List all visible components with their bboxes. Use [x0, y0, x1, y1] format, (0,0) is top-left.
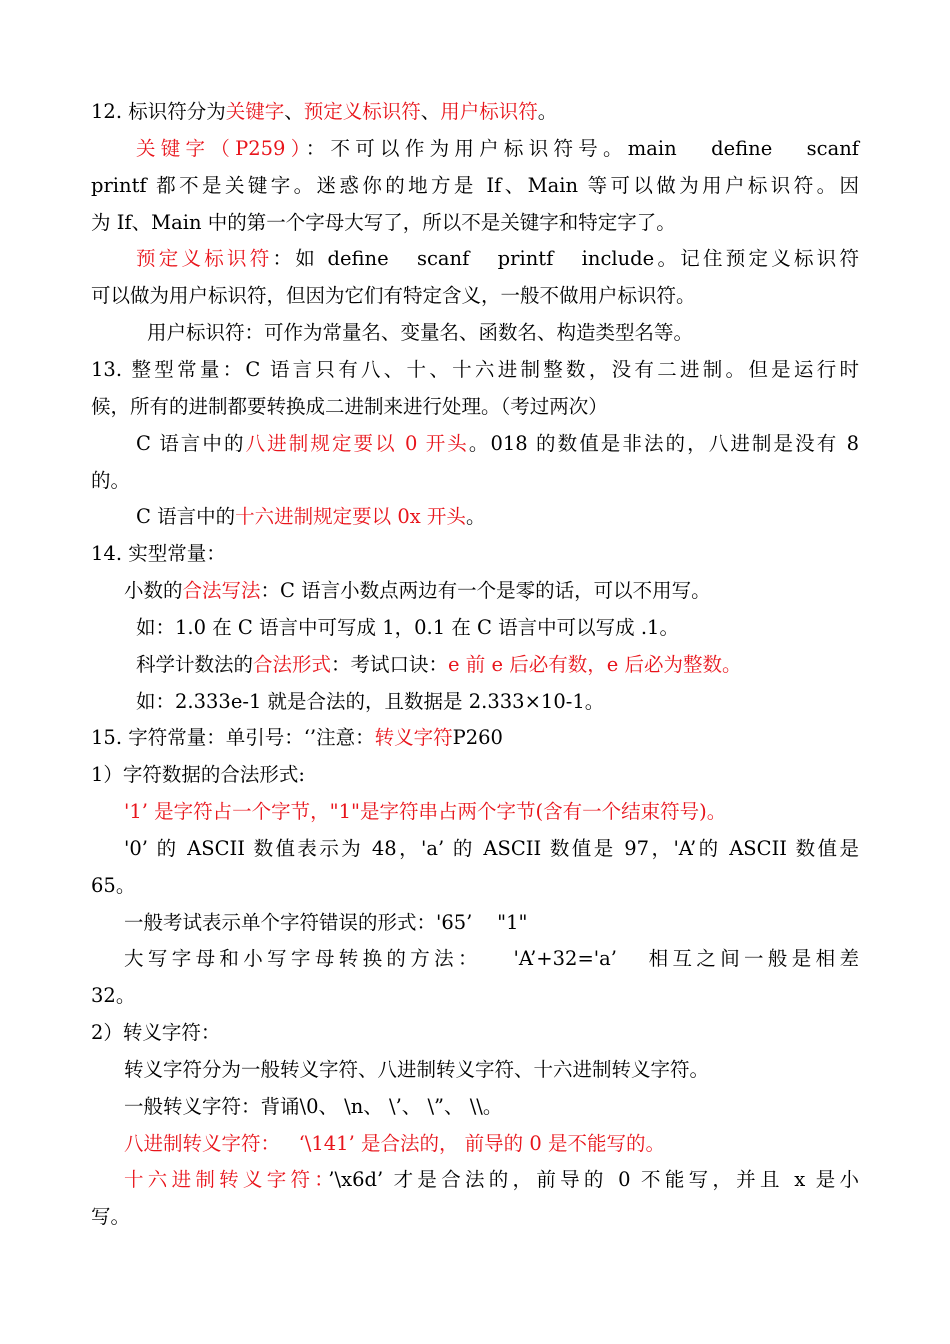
highlighted-text: 用户标识符	[440, 100, 538, 123]
text-run: 。	[465, 505, 486, 528]
text-run: 写。	[91, 1205, 131, 1228]
text-run: ：考试口诀：	[331, 653, 449, 676]
text-run: 一般转义字符：背诵\0、 \n、 \’、 \”、 \\。	[124, 1095, 503, 1118]
text-run: 32。	[91, 984, 136, 1007]
text-run: P260	[452, 726, 503, 749]
line-13-integer-constants	[91, 356, 859, 384]
line-scientific-example	[136, 688, 604, 716]
line-hex	[136, 503, 485, 531]
line-predefined-cont	[91, 282, 696, 310]
text-run: C 语言中的	[136, 432, 246, 455]
highlighted-text: 十六进制转义字符：	[124, 1168, 329, 1191]
line-octal	[136, 430, 859, 458]
text-run: 小数的	[124, 579, 183, 602]
text-run: ’\x6d’ 才是合法的，前导的 0 不能写，并且 x 是小	[328, 1168, 859, 1191]
text-run: 如：1.0 在 C 语言中可写成 1，0.1 在 C 语言中可以写成 .1。	[136, 616, 679, 639]
highlighted-text: 转义字符	[374, 726, 453, 749]
highlighted-text: 关键字	[225, 100, 285, 123]
line-case-conversion	[124, 945, 859, 973]
text-run: '0’ 的 ASCII 数值表示为 48，'a’ 的 ASCII 数值是 97，'A’的 ASCII 数值是	[124, 837, 859, 860]
text-run: 用户标识符：可作为常量名、变量名、函数名、构造类型名等。	[147, 321, 694, 344]
text-run: 一般考试表示单个字符错误的形式：'65’ "1"	[124, 911, 528, 934]
text-run: 为 If、Main 中的第一个字母大写了，所以不是关键字和特定字了。	[91, 211, 676, 234]
text-run: 12. 标识符分为	[91, 100, 226, 123]
line-char-error-forms	[124, 909, 528, 937]
line-escape-heading	[91, 1019, 220, 1047]
text-run: ：如 define scanf printf include。记住预定义标识符	[272, 247, 859, 270]
highlighted-text: 十六进制规定要以 0x 开头	[235, 505, 466, 528]
line-14-real-constants	[91, 540, 226, 568]
line-scientific-form	[136, 651, 741, 679]
line-decimal-example	[136, 614, 679, 642]
line-octal-cont	[91, 467, 130, 495]
text-run: 科学计数法的	[136, 653, 254, 676]
line-user-identifiers	[147, 319, 693, 347]
line-ascii-values	[124, 835, 859, 863]
line-15-char-constants	[91, 724, 503, 752]
highlighted-text: '1’ 是字符占一个字节，"1"是字符串占两个字节(含有一个结束符号)。	[124, 800, 727, 823]
line-general-escape	[124, 1093, 502, 1121]
text-run: 。	[537, 100, 558, 123]
text-run: 转义字符分为一般转义字符、八进制转义字符、十六进制转义字符。	[124, 1058, 710, 1081]
text-run: 13. 整型常量：C 语言只有八、十、十六进制整数，没有二进制。但是运行时	[91, 358, 859, 381]
highlighted-text: 关键字（P259）	[136, 137, 306, 160]
text-run: 14. 实型常量：	[91, 542, 226, 565]
highlighted-text: 八进制规定要以 0 开头	[245, 432, 469, 455]
line-12-identifiers	[91, 98, 557, 126]
text-run: 的。	[91, 469, 131, 492]
text-run: 65。	[91, 874, 136, 897]
line-decimal-form	[124, 577, 711, 605]
line-hex-escape-cont	[91, 1203, 130, 1231]
line-keywords-cont-1	[91, 172, 859, 200]
text-run: 、	[284, 100, 304, 123]
line-escape-types	[124, 1056, 709, 1084]
text-run: 候，所有的进制都要转换成二进制来进行处理。（考过两次）	[91, 395, 608, 418]
line-keywords-cont-2	[91, 209, 676, 237]
line-13-cont	[91, 393, 608, 421]
text-run: 可以做为用户标识符，但因为它们有特定含义，一般不做用户标识符。	[91, 284, 696, 307]
text-run: 如：2.333e-1 就是合法的，且数据是 2.333×10-1。	[136, 690, 605, 713]
text-run: ：不可以作为用户标识符号。main define scanf	[305, 137, 859, 160]
line-predefined	[136, 245, 859, 273]
text-run: printf 都不是关键字。迷惑你的地方是 If、Main 等可以做为用户标识符。因	[91, 174, 859, 197]
text-run: C 语言中的	[136, 505, 236, 528]
highlighted-text: 合法形式	[253, 653, 332, 676]
text-run: 15. 字符常量：单引号：‘’注意：	[91, 726, 375, 749]
highlighted-text: e 前 e 后必有数，e 后必为整数。	[448, 653, 742, 676]
line-char-legal-forms	[91, 761, 305, 789]
line-hex-escape	[124, 1166, 859, 1194]
text-run: 1）字符数据的合法形式:	[91, 763, 305, 786]
line-ascii-cont	[91, 872, 135, 900]
text-run: 、	[420, 100, 441, 123]
line-case-conversion-cont	[91, 982, 135, 1010]
highlighted-text: 八进制转义字符： ‘\141’ 是合法的， 前导的 0 是不能写的。	[124, 1132, 665, 1155]
text-run: 。018 的数值是非法的，八进制是没有 8	[468, 432, 859, 455]
highlighted-text: 预定义标识符	[136, 247, 273, 270]
line-keywords	[136, 135, 859, 163]
text-run: 2）转义字符：	[91, 1021, 221, 1044]
highlighted-text: 合法写法	[182, 579, 261, 602]
line-octal-escape	[124, 1130, 665, 1158]
text-run: ：C 语言小数点两边有一个是零的话，可以不用写。	[260, 579, 711, 602]
line-char-vs-string	[124, 798, 726, 826]
highlighted-text: 预定义标识符	[303, 100, 421, 123]
text-run: 大写字母和小写字母转换的方法： 'A’+32='a’ 相互之间一般是相差	[124, 947, 859, 970]
